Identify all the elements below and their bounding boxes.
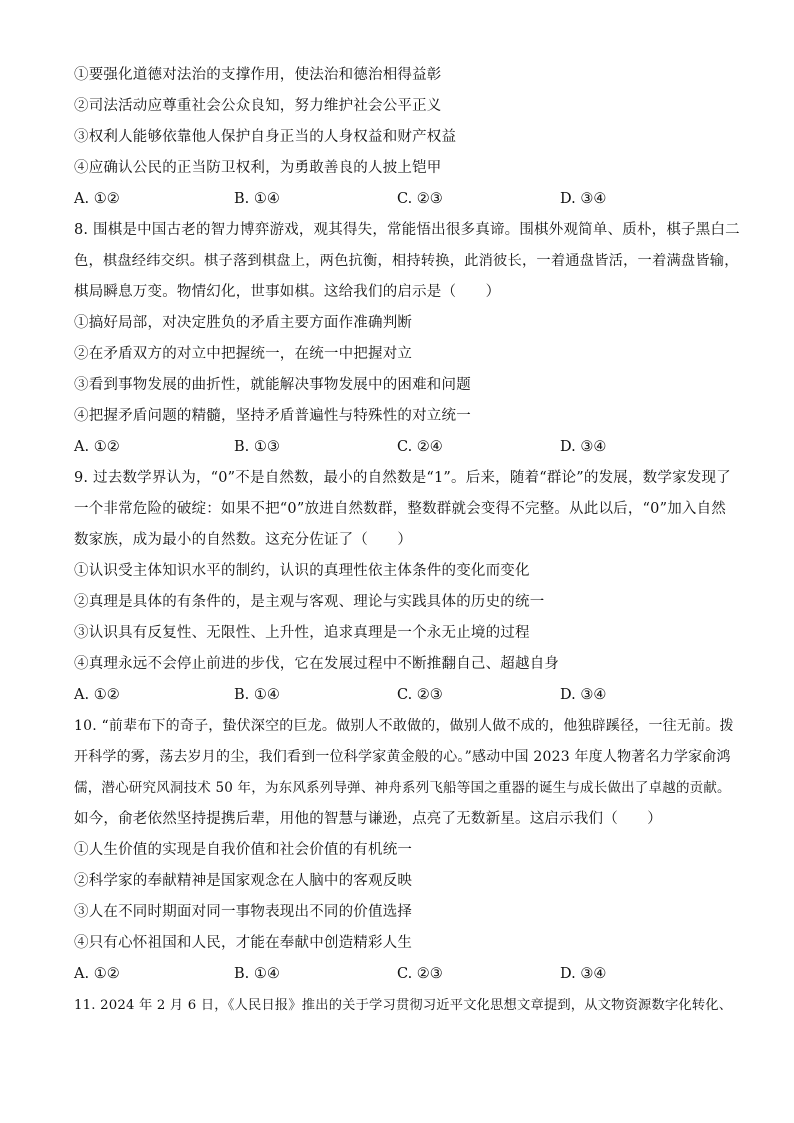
question-9 xyxy=(74,463,740,711)
q8-choice-d: D. ③④ xyxy=(560,439,607,455)
q8-stem-line-2: 色，棋盘经纬交织。棋子落到棋盘上，两色抗衡，相持转换，此消彼长，一着通盘皆活，一着满盘皆输， xyxy=(74,253,739,269)
q9-option-3: ③认识具有反复性、无限性、上升性，追求真理是一个永无止境的过程 xyxy=(74,625,530,641)
q10-stem-line-3: 儒，潜心研究风洞技术 50 年，为东风系列导弹、神舟系列飞船等国之重器的诞生与成长做出了卓越的贡献。 xyxy=(74,780,731,796)
q10-option-1: ①人生价值的实现是自我价值和社会价值的有机统一 xyxy=(74,842,413,858)
q8-option-4: ④把握矛盾问题的精髓，坚持矛盾普遍性与特殊性的对立统一 xyxy=(74,408,471,424)
q9-option-1: ①认识受主体知识水平的制约，认识的真理性依主体条件的变化而变化 xyxy=(74,563,530,579)
q9-choice-a: A. ①② xyxy=(74,687,120,703)
q7-choice-c: C. ②③ xyxy=(397,191,443,207)
q10-option-4: ④只有心怀祖国和人民，才能在奉献中创造精彩人生 xyxy=(74,935,413,951)
q10-stem-line-1: 10. “前辈布下的奇子，蛰伏深空的巨龙。做别人不敢做的，做别人做不成的，他独辟蹊径，一往无前。拨 xyxy=(74,718,734,734)
q8-option-1: ①搞好局部，对决定胜负的矛盾主要方面作准确判断 xyxy=(74,315,413,331)
q7-choice-b: B. ①④ xyxy=(234,191,280,207)
q7-option-4: ④应确认公民的正当防卫权利，为勇敢善良的人披上铠甲 xyxy=(74,160,442,176)
q9-stem-line-2: 一个非常危险的破绽：如果不把“0”放进自然数群，整数群就会变得不完整。从此以后，“0”加入自然 xyxy=(74,501,726,517)
q9-stem-line-1: 9. 过去数学界认为，“0”不是自然数，最小的自然数是“1”。后来，随着“群论”的发展，数学家发现了 xyxy=(74,470,731,486)
question-11 xyxy=(74,990,740,1021)
q8-stem-line-3: 棋局瞬息万变。物情幻化，世事如棋。这给我们的启示是（ ） xyxy=(74,284,501,300)
question-7 xyxy=(74,60,740,215)
q10-choice-a: A. ①② xyxy=(74,966,120,982)
q7-answer-choices xyxy=(74,184,740,215)
q7-choice-d: D. ③④ xyxy=(560,191,607,207)
q7-option-3: ③权利人能够依靠他人保护自身正当的人身权益和财产权益 xyxy=(74,129,457,145)
q9-option-2: ②真理是具体的有条件的，是主观与客观、理论与实践具体的历史的统一 xyxy=(74,594,545,610)
exam-page xyxy=(74,60,740,1021)
q10-answer-choices xyxy=(74,959,740,990)
question-10 xyxy=(74,711,740,990)
q7-choice-a: A. ①② xyxy=(74,191,120,207)
q10-option-3: ③人在不同时期面对同一事物表现出不同的价值选择 xyxy=(74,904,413,920)
q11-stem-line-1: 11. 2024 年 2 月 6 日，《人民日报》推出的关于学习贯彻习近平文化思想文章提到，从文物资源数字化转化、 xyxy=(74,998,733,1013)
q8-stem-line-1: 8. 围棋是中国古老的智力博弈游戏，观其得失，常能悟出很多真谛。围棋外观简单、质朴，棋子黑白二 xyxy=(74,222,740,238)
q10-choice-b: B. ①④ xyxy=(234,966,280,982)
q8-choice-b: B. ①③ xyxy=(234,439,280,455)
q10-choice-d: D. ③④ xyxy=(560,966,607,982)
q8-option-3: ③看到事物发展的曲折性，就能解决事物发展中的困难和问题 xyxy=(74,377,471,393)
q9-answer-choices xyxy=(74,680,740,711)
q7-option-2: ②司法活动应尊重社会公众良知，努力维护社会公平正义 xyxy=(74,98,442,114)
q9-choice-b: B. ①④ xyxy=(234,687,280,703)
q7-option-1: ①要强化道德对法治的支撑作用，使法治和德治相得益彰 xyxy=(74,67,442,83)
q9-choice-c: C. ②③ xyxy=(397,687,443,703)
q10-choice-c: C. ②③ xyxy=(397,966,443,982)
q9-option-4: ④真理永远不会停止前进的步伐，它在发展过程中不断推翻自己、超越自身 xyxy=(74,656,560,672)
q10-option-2: ②科学家的奉献精神是国家观念在人脑中的客观反映 xyxy=(74,873,413,889)
q9-choice-d: D. ③④ xyxy=(560,687,607,703)
question-8 xyxy=(74,215,740,463)
q8-option-2: ②在矛盾双方的对立中把握统一，在统一中把握对立 xyxy=(74,346,413,362)
q10-stem-line-4: 如今，俞老依然坚持提携后辈，用他的智慧与谦逊，点亮了无数新星。这启示我们（ ） xyxy=(74,811,662,827)
q8-answer-choices xyxy=(74,432,740,463)
q10-stem-line-2: 开科学的雾，荡去岁月的尘，我们看到一位科学家黄金般的心。”感动中国 2023 年度人物著名力学家俞鸿 xyxy=(74,749,731,765)
q9-stem-line-3: 数家族，成为最小的自然数。这充分佐证了（ ） xyxy=(74,532,413,548)
q8-choice-c: C. ②④ xyxy=(397,439,443,455)
q8-choice-a: A. ①② xyxy=(74,439,120,455)
